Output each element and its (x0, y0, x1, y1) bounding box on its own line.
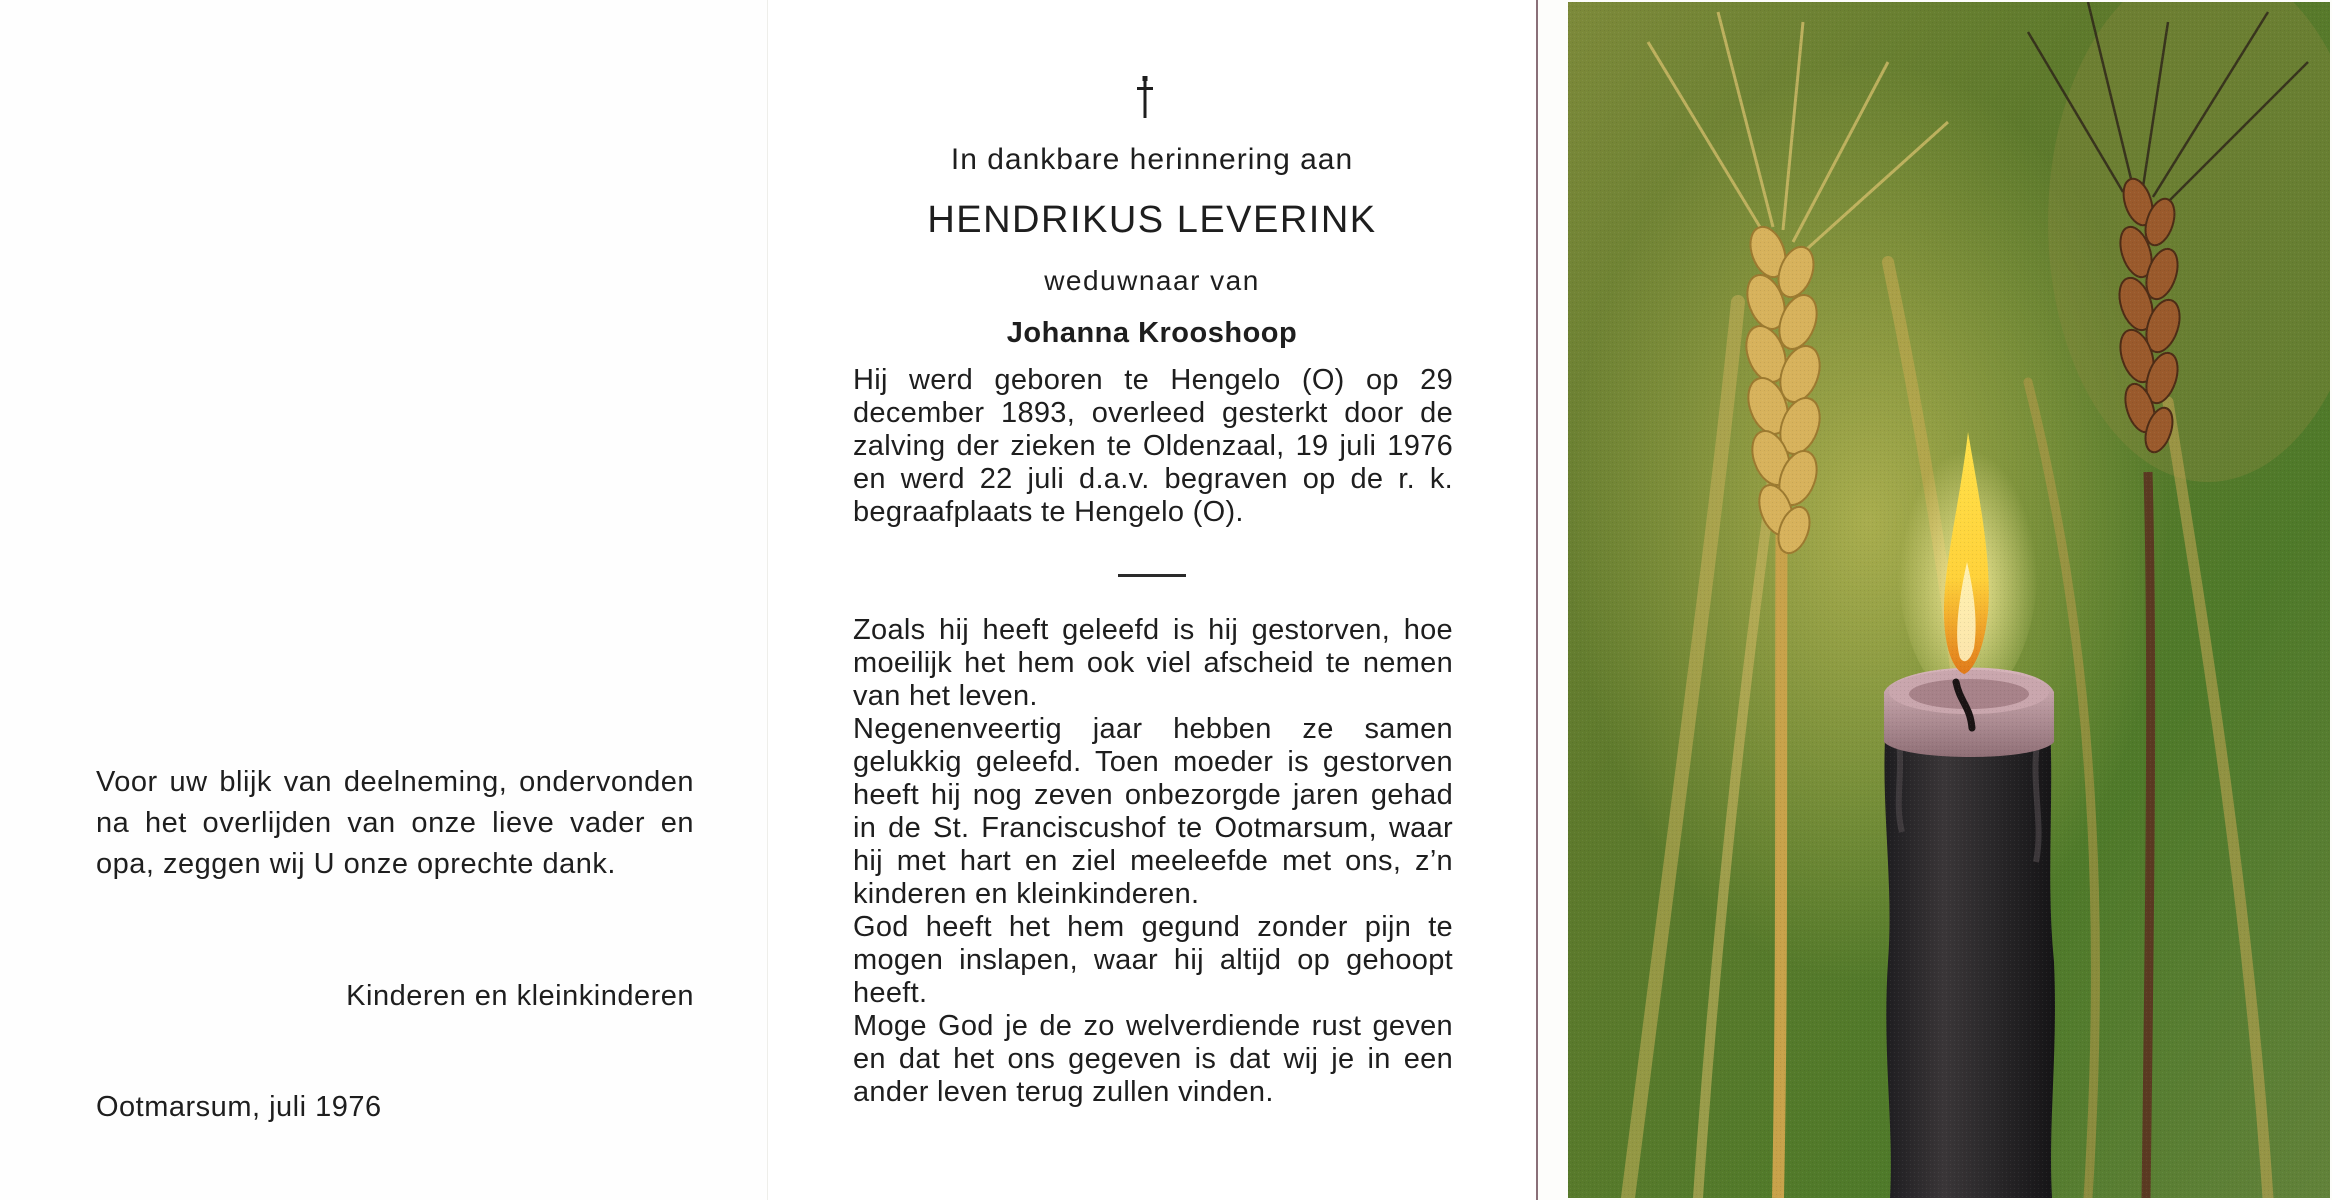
memorial-paragraph: Zoals hij heeft geleefd is hij gestorven, hoe moeilijk het hem ook viel afscheid te nemen van het leven. (853, 614, 1453, 712)
memorial-paragraph: Moge God je de zo welverdiende rust geven en dat het ons gegeven is dat wij je in een ander leven terug zullen vinden. (853, 1010, 1453, 1108)
biography: Hij werd geboren te Hengelo (O) op 29 december 1893, overleed gesterkt door de zalving der zieken te Oldenzaal, 19 juli 1976 en werd 22 juli d.a.v. begraven op de r. k. begraafplaats te Hengelo (O). (853, 364, 1453, 528)
memorial-text (853, 614, 1453, 1109)
divider (1118, 574, 1186, 577)
thanks-panel (0, 0, 768, 1200)
thanks-message: Voor uw blijk van deelneming, ondervonden na het overlijden van onze lieve vader en opa, zeggen wij U onze oprechte dank. (96, 766, 694, 880)
place-and-date: Ootmarsum, juli 1976 (96, 1091, 382, 1123)
candle-photo-illustration (1568, 2, 2330, 1198)
thanks-signature: Kinderen en kleinkinderen (346, 980, 694, 1012)
memorial-paragraph: God heeft het hem gegund zonder pijn te mogen inslapen, waar hij altijd op gehoopt heeft. (853, 911, 1453, 1009)
intro-line: In dankbare herinnering aan (950, 143, 1354, 176)
spouse-name: Johanna Krooshoop (1006, 317, 1298, 349)
relation-line: weduwnaar van (1044, 265, 1260, 296)
deceased-name: HENDRIKUS LEVERINK (927, 199, 1377, 241)
fold-line (1536, 0, 1538, 1200)
obituary-panel (768, 0, 1536, 1200)
cross-icon (1132, 76, 1158, 120)
candle-photo (1568, 2, 2330, 1198)
memorial-paragraph: Negenenveertig jaar hebben ze samen gelukkig geleefd. Toen moeder is gestorven heeft hij nog zeven onbezorgde jaren gehad in de St. Franciscushof te Ootmarsum, waar hij met hart en ziel meeleefde met ons, z’n kinderen en kleinkinderen. (853, 713, 1453, 910)
